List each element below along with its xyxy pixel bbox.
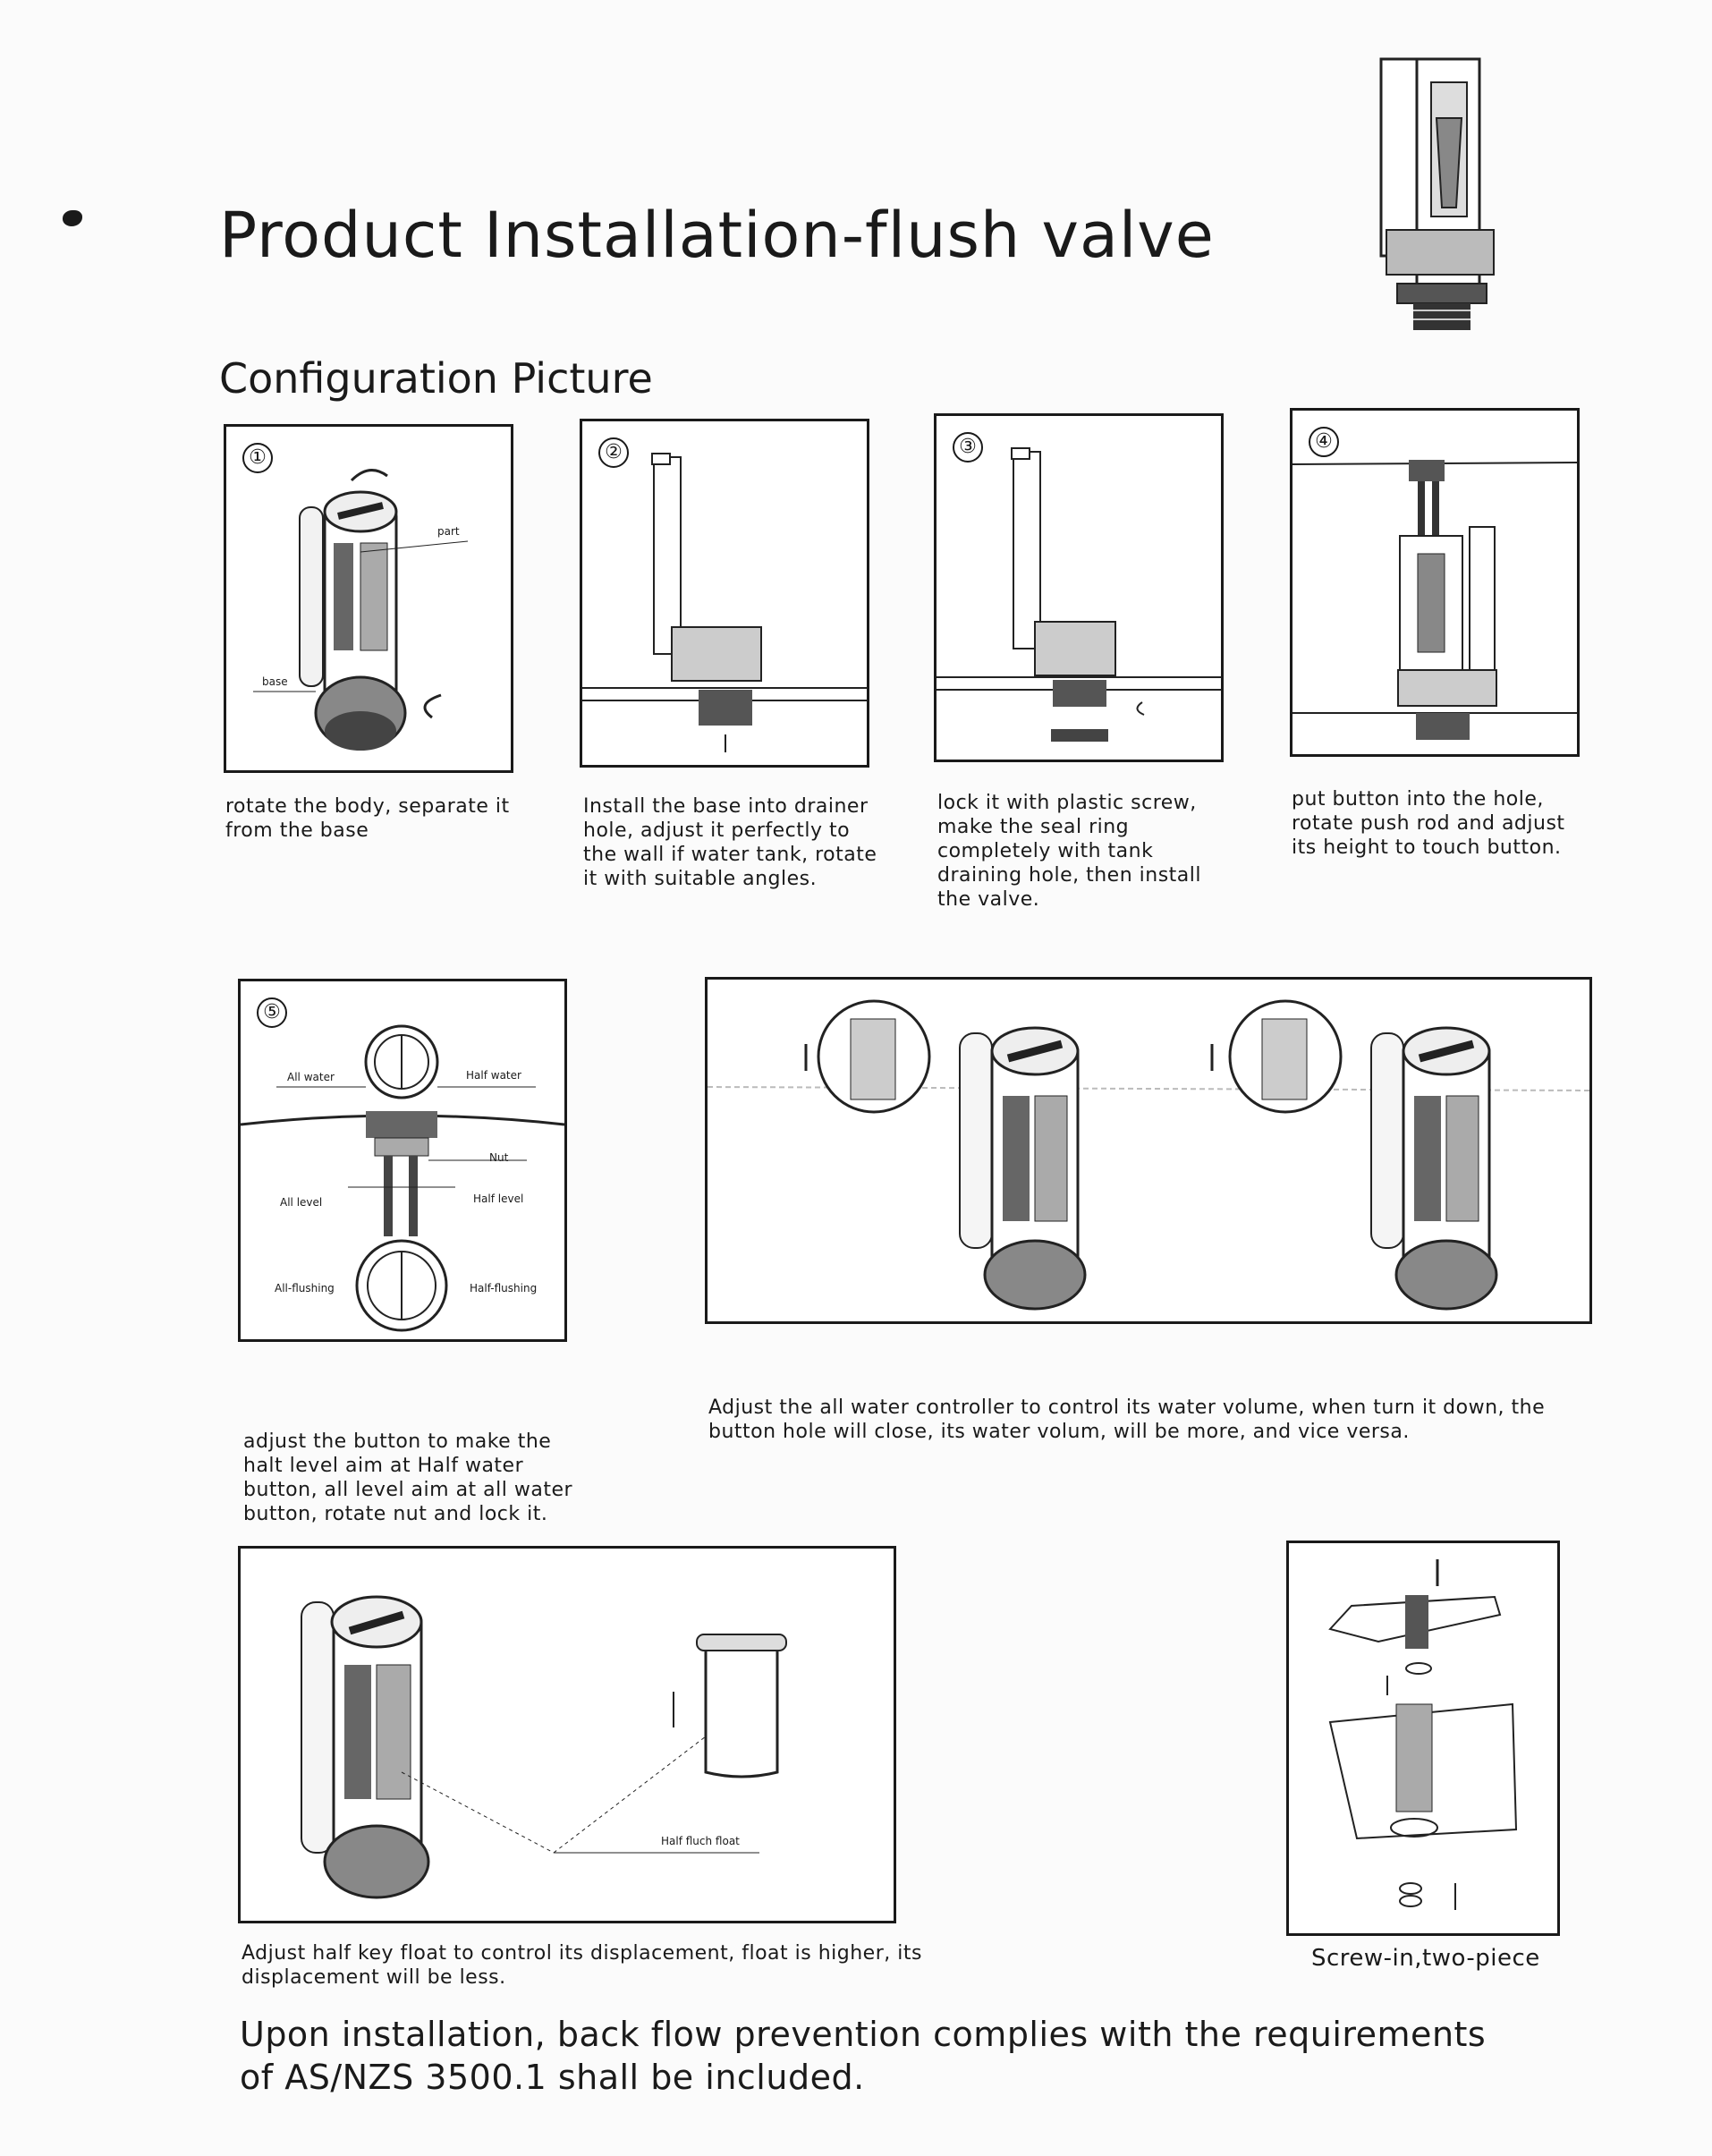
screw-in-illustration <box>1289 1543 1557 1933</box>
step-4-caption: put button into the hole, rotate push rod and adjust its height to touch button. <box>1292 788 1565 859</box>
water-controller-illustration <box>708 980 1589 1321</box>
step-3-caption: lock it with plastic screw, make the seal ring completely with tank draining hole, then install the valve. <box>937 792 1201 911</box>
base-install-illustration <box>582 421 867 765</box>
step-3-number: ③ <box>953 432 983 463</box>
step-2-caption: Install the base into drainer hole, adjust it perfectly to the wall if water tank, rotate it with suitable angles. <box>583 795 877 890</box>
step-1-caption: rotate the body, separate it from the base <box>225 795 510 842</box>
water-controller-panel <box>705 977 1592 1324</box>
section-subtitle: Configuration Picture <box>219 354 653 403</box>
screw-lock-illustration <box>937 416 1221 760</box>
product-illustration <box>1377 55 1503 342</box>
screw-in-caption: Screw-in,two-piece <box>1311 1945 1540 1972</box>
button-install-illustration <box>1292 411 1577 754</box>
step-3-panel <box>934 413 1224 762</box>
step-4-number: ④ <box>1309 427 1339 457</box>
base-label: base <box>262 675 288 688</box>
half-float-illustration <box>241 1549 894 1921</box>
valve-body-illustration <box>226 427 511 770</box>
half-float-label: Half fluch float <box>661 1835 740 1847</box>
screw-in-panel <box>1286 1541 1560 1936</box>
step-4-panel <box>1290 408 1580 757</box>
all-level-label: All level <box>280 1196 323 1209</box>
step-2-panel <box>580 419 869 768</box>
all-water-label: All water <box>287 1071 335 1083</box>
step-5-panel <box>238 979 567 1342</box>
compliance-note: Upon installation, back flow prevention complies with the requirements of AS/NZS 3500.1 shall be included. <box>240 2015 1487 2097</box>
half-level-label: Half level <box>473 1193 524 1205</box>
half-float-caption: Adjust half key float to control its displacement, float is higher, its displacement will be less. <box>242 1942 922 1989</box>
step-5-number: ⑤ <box>257 997 287 1028</box>
step-2-number: ② <box>598 437 629 468</box>
ink-mark <box>63 210 82 226</box>
half-water-label: Half water <box>466 1069 521 1082</box>
step-5-caption: adjust the button to make the halt level aim at Half water button, all level aim at all water button, rotate nut and lock it. <box>243 1430 573 1525</box>
half-flushing-label: Half-flushing <box>470 1282 538 1294</box>
nut-label: Nut <box>489 1151 509 1164</box>
page-title: Product Installation-flush valve <box>219 199 1215 272</box>
water-controller-caption: Adjust the all water controller to control its water volume, when turn it down, the button hole will close, its water volum, will be more, and vice versa. <box>708 1396 1546 1443</box>
half-float-panel <box>238 1546 896 1923</box>
step-1-panel <box>224 424 513 773</box>
step-1-number: ① <box>242 443 273 473</box>
all-flushing-label: All-flushing <box>275 1282 335 1294</box>
part-label: part <box>437 525 460 538</box>
